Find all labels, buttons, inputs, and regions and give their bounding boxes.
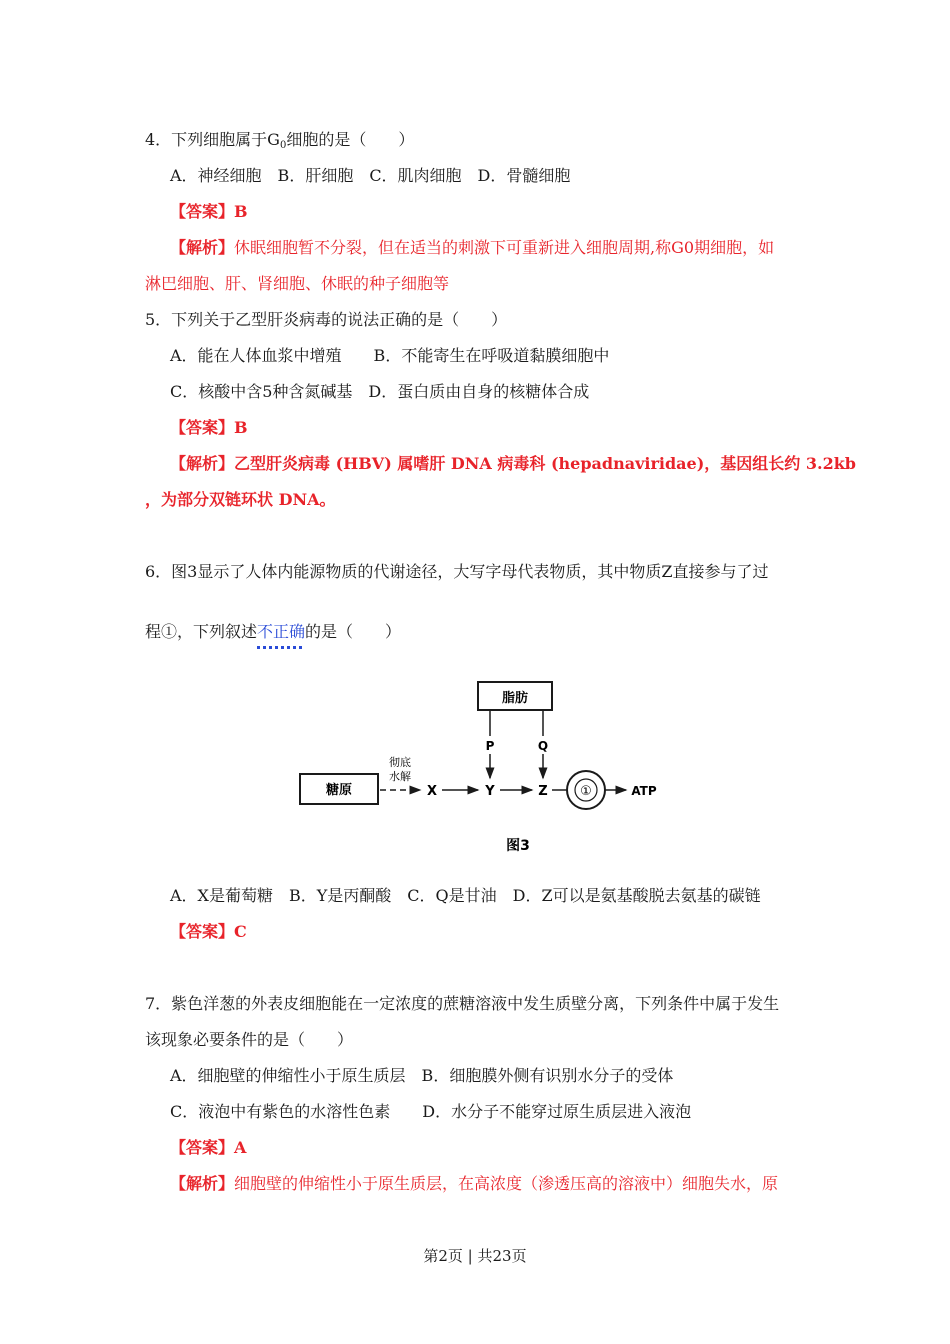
q4-analysis: 【解析】休眠细胞暂不分裂，但在适当的刺激下可重新进入细胞周期,称G0期细胞，如	[170, 238, 775, 257]
fat-box	[478, 682, 552, 710]
q4-answer: 【答案】B	[170, 202, 248, 221]
q5-analysis-cont: ，为部分双链环状 DNA。	[145, 490, 336, 509]
q5-options-1: A．能在人体血浆中增殖 B．不能寄生在呼吸道黏膜细胞中	[170, 346, 610, 365]
cycle-1	[567, 771, 605, 809]
q5-stem: 5．下列关于乙型肝炎病毒的说法正确的是（ ）	[145, 310, 508, 329]
page-footer: 第2页 | 共23页	[423, 1247, 527, 1265]
q6-stem: 6．图3显示了人体内能源物质的代谢途径，大写字母代表物质，其中物质Z直接参与了过	[145, 562, 769, 581]
node-x: X	[426, 784, 438, 799]
q6-stem-cont: 程①，下列叙述不正确的是（ ）	[145, 622, 402, 641]
node-y: Y	[485, 784, 495, 799]
q5-analysis: 【解析】乙型肝炎病毒 (HBV) 属嗜肝 DNA 病毒科 (hepadnaviridae)，基因组长约 3.2kb	[170, 454, 856, 473]
glycogen-box	[300, 774, 378, 804]
q7-analysis: 【解析】细胞壁的伸缩性小于原生质层，在高浓度（渗透压高的溶液中）细胞失水，原	[170, 1174, 779, 1193]
fat-label: 脂肪	[501, 691, 529, 706]
glycogen-label: 糖原	[325, 783, 353, 798]
q4-options: A．神经细胞 B．肝细胞 C．肌肉细胞 D．骨髓细胞	[170, 166, 571, 185]
q5-answer: 【答案】B	[170, 418, 248, 437]
atp-label: ATP	[631, 784, 657, 798]
figure-caption: 图3	[506, 838, 530, 854]
q7-stem: 7．紫色洋葱的外表皮细胞能在一定浓度的蔗糖溶液中发生质壁分离，下列条件中属于发生	[145, 994, 780, 1013]
q6-options: A．X是葡萄糖 B．Y是丙酮酸 C．Q是甘油 D．Z可以是氨基酸脱去氨基的碳链	[170, 886, 761, 905]
q4-stem: 4．下列细胞属于$G_0$细胞的是（ ）	[145, 130, 415, 151]
hydrolysis-label-1: 彻底	[389, 756, 411, 769]
hydrolysis-label-2: 水解	[389, 770, 411, 783]
q6-answer: 【答案】C	[170, 922, 247, 941]
cycle-label: ①	[580, 784, 592, 799]
q7-options-2: C．液泡中有紫色的水溶性色素 D．水分子不能穿过原生质层进入液泡	[170, 1102, 692, 1121]
q7-stem-cont: 该现象必要条件的是（ ）	[145, 1030, 354, 1049]
q7-options-1: A．细胞壁的伸缩性小于原生质层 B．细胞膜外侧有识别水分子的受体	[170, 1066, 674, 1085]
emphasis-not-correct: 不正确	[257, 622, 306, 641]
q-label: Q	[537, 739, 549, 753]
node-z: Z	[538, 784, 548, 799]
metabolism-figure	[296, 680, 666, 864]
q7-answer: 【答案】A	[170, 1138, 247, 1157]
q4-analysis-cont: 淋巴细胞、肝、肾细胞、休眠的种子细胞等	[145, 274, 450, 293]
q5-options-2: C．核酸中含5种含氮碱基 D．蛋白质由自身的核糖体合成	[170, 382, 590, 401]
p-label: P	[485, 739, 495, 753]
